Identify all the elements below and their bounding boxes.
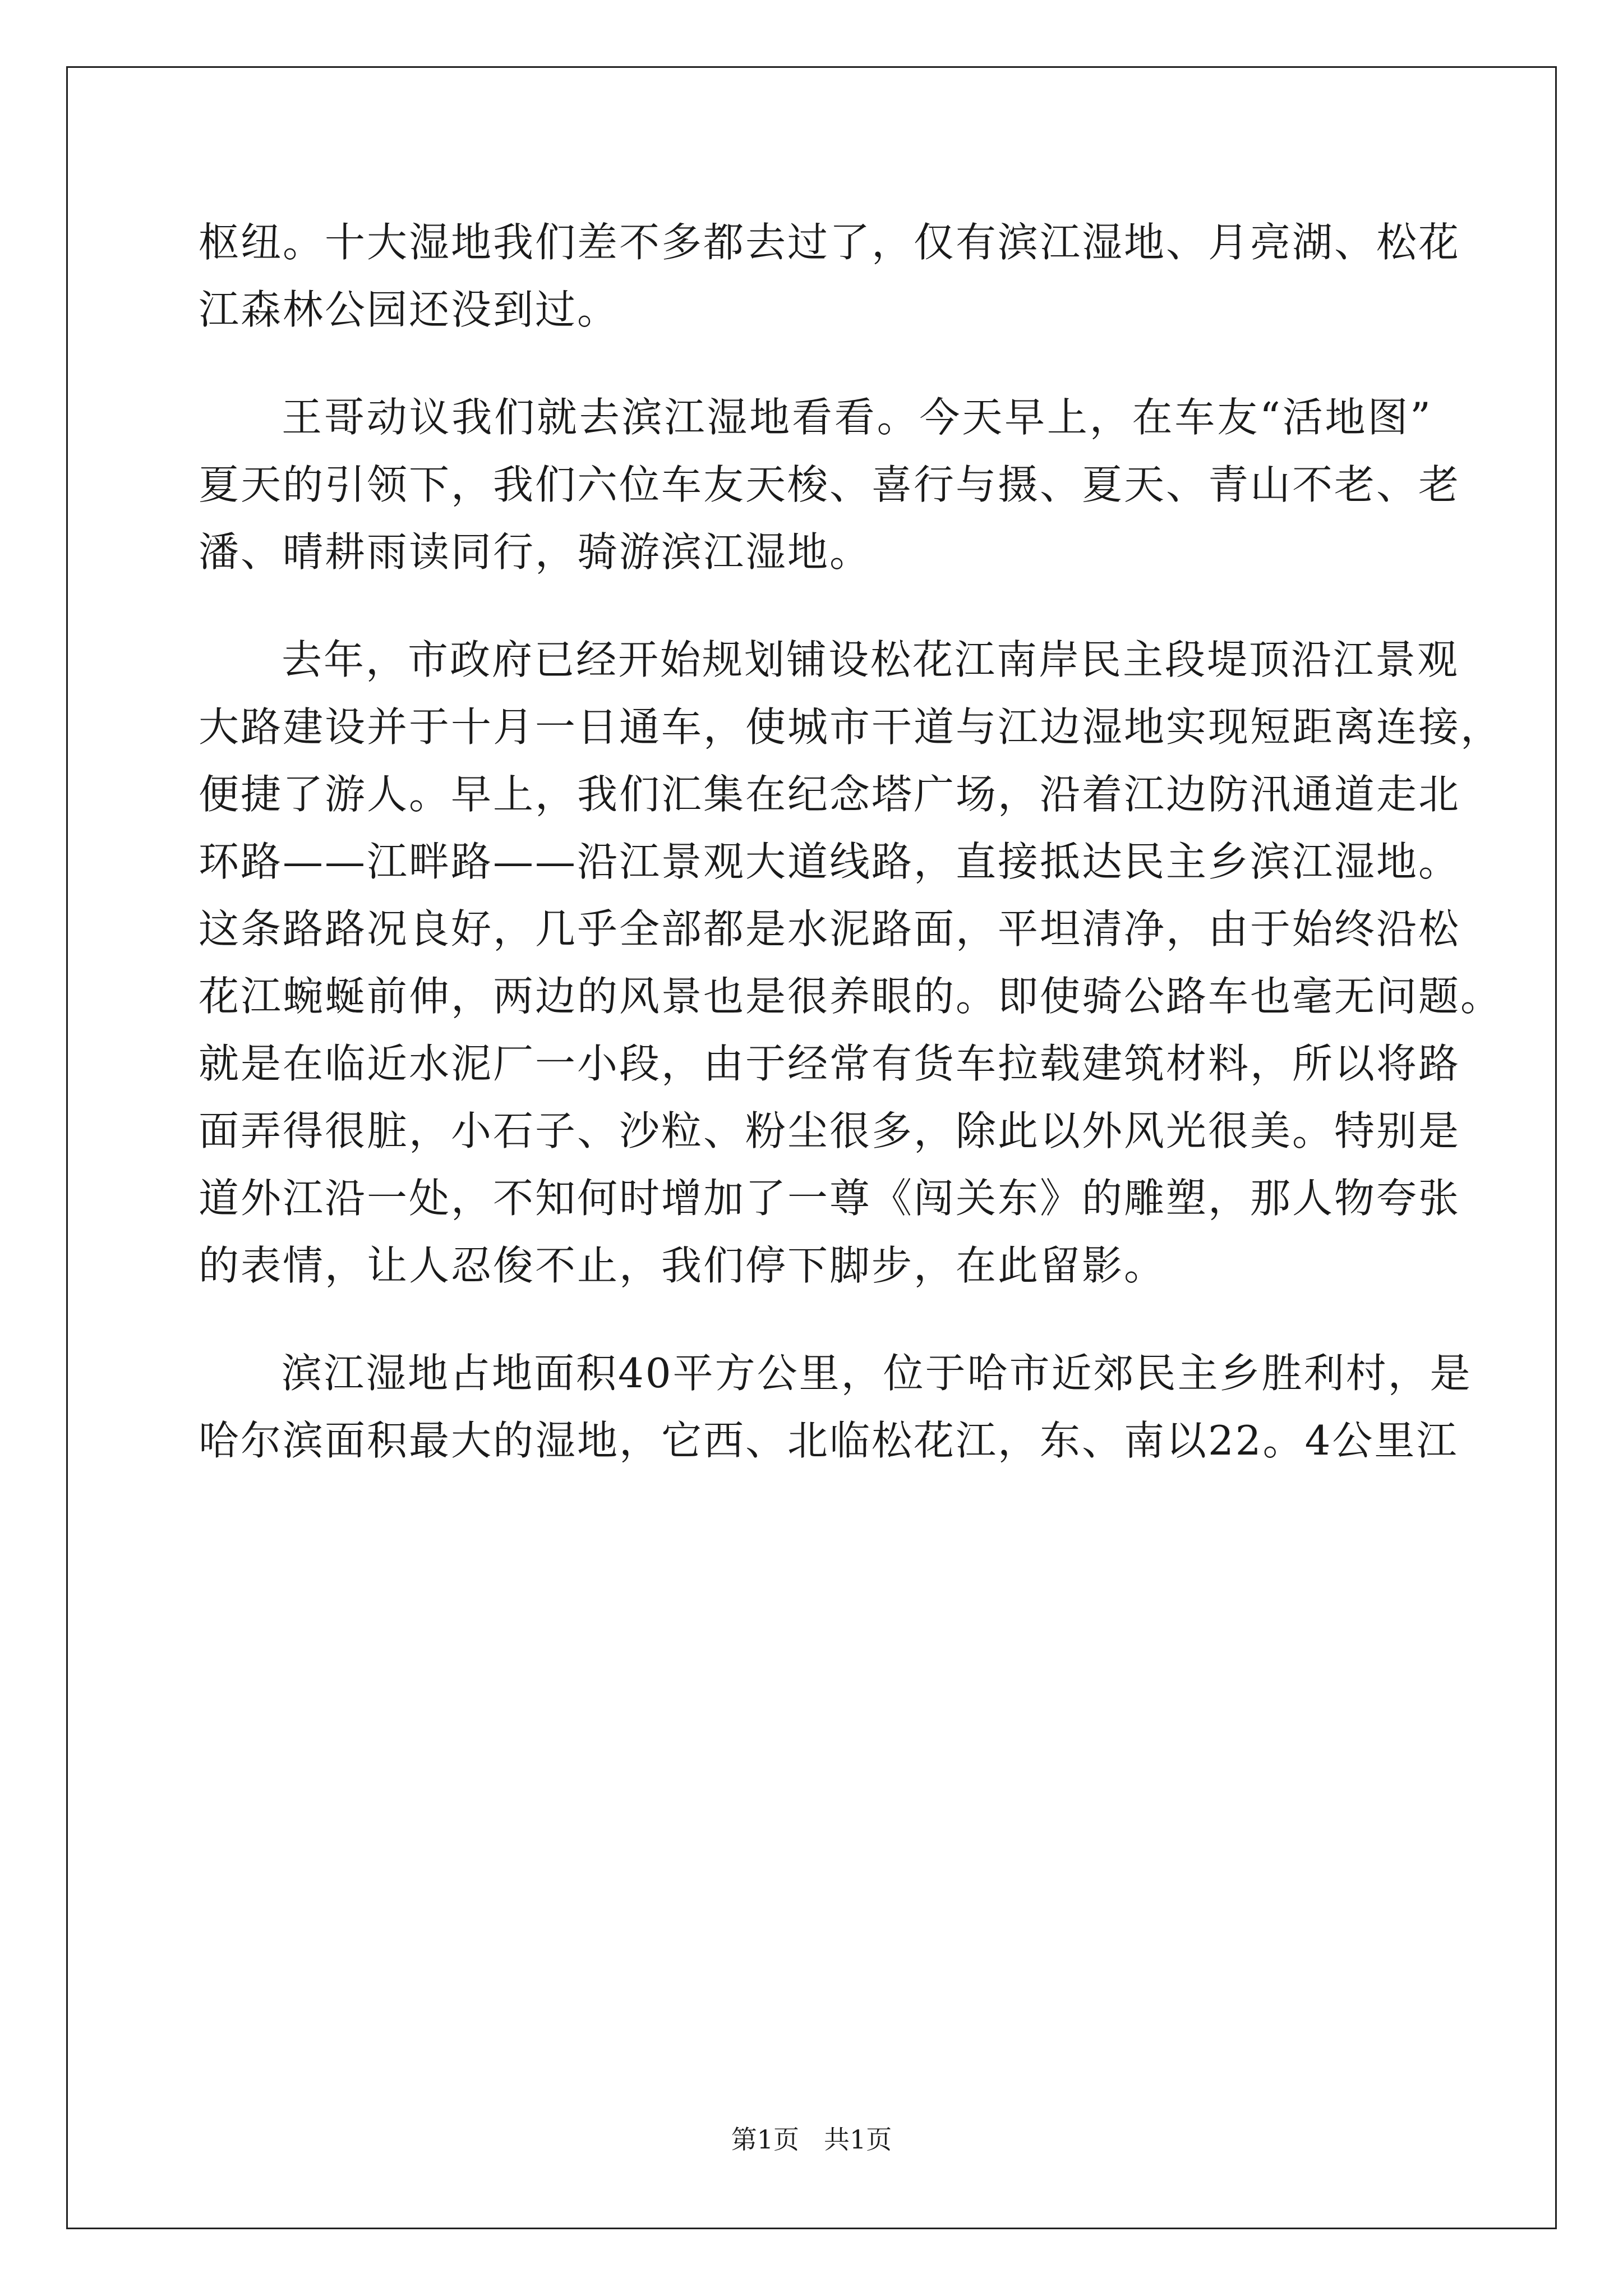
paragraph-line: 便捷了游人。早上，我们汇集在纪念塔广场，沿着江边防汛通道走北 bbox=[199, 771, 1461, 818]
paragraph-line: 哈尔滨面积最大的湿地，它西、北临松花江，东、南以22。4公里江 bbox=[199, 1417, 1459, 1464]
paragraph-spacer bbox=[199, 343, 1432, 384]
paragraph-line: 就是在临近水泥厂一小段，由于经常有货车拉载建筑材料，所以将路 bbox=[199, 1040, 1461, 1087]
paragraph-line-indented: 王哥动议我们就去滨江湿地看看。今天早上，在车友“活地图” bbox=[282, 394, 1432, 441]
paragraph-line: 道外江沿一处，不知何时增加了一尊《闯关东》的雕塑，那人物夸张 bbox=[199, 1175, 1461, 1222]
paragraph-line: 夏天的引领下，我们六位车友天梭、喜行与摄、夏天、青山不老、老 bbox=[199, 461, 1461, 508]
paragraph-line: 这条路路况良好，几乎全部都是水泥路面，平坦清净，由于始终沿松 bbox=[199, 905, 1461, 953]
paragraph-spacer bbox=[199, 586, 1432, 626]
paragraph-line: 枢纽。十大湿地我们差不多都去过了，仅有滨江湿地、月亮湖、松花 bbox=[199, 219, 1461, 266]
paragraph-spacer bbox=[199, 1299, 1432, 1340]
page-total: 共1页 bbox=[824, 2124, 892, 2155]
paragraph-line: 江森林公园还没到过。 bbox=[199, 286, 620, 333]
document-body bbox=[199, 209, 1503, 1474]
paragraph-line: 花江蜿蜒前伸，两边的风景也是很养眼的。即使骑公路车也毫无问题。 bbox=[199, 973, 1503, 1020]
paragraph-line: 面弄得很脏，小石子、沙粒、粉尘很多，除此以外风光很美。特别是 bbox=[199, 1107, 1461, 1154]
paragraph-line: 大路建设并于十月一日通车，使城市干道与江边湿地实现短距离连接， bbox=[199, 703, 1503, 751]
page-number: 第1页 bbox=[731, 2124, 799, 2155]
paragraph-line-indented: 滨江湿地占地面积40平方公里，位于哈市近郊民主乡胜利村，是 bbox=[282, 1350, 1472, 1397]
paragraph-line: 环路——江畔路——沿江景观大道线路，直接抵达民主乡滨江湿地。 bbox=[199, 838, 1461, 885]
page-footer bbox=[0, 2123, 1623, 2156]
paragraph-line-indented: 去年，市政府已经开始规划铺设松花江南岸民主段堤顶沿江景观 bbox=[282, 636, 1460, 683]
paragraph-line: 潘、晴耕雨读同行，骑游滨江湿地。 bbox=[199, 528, 872, 576]
paragraph-line: 的表情，让人忍俊不止，我们停下脚步，在此留影。 bbox=[199, 1242, 1166, 1289]
